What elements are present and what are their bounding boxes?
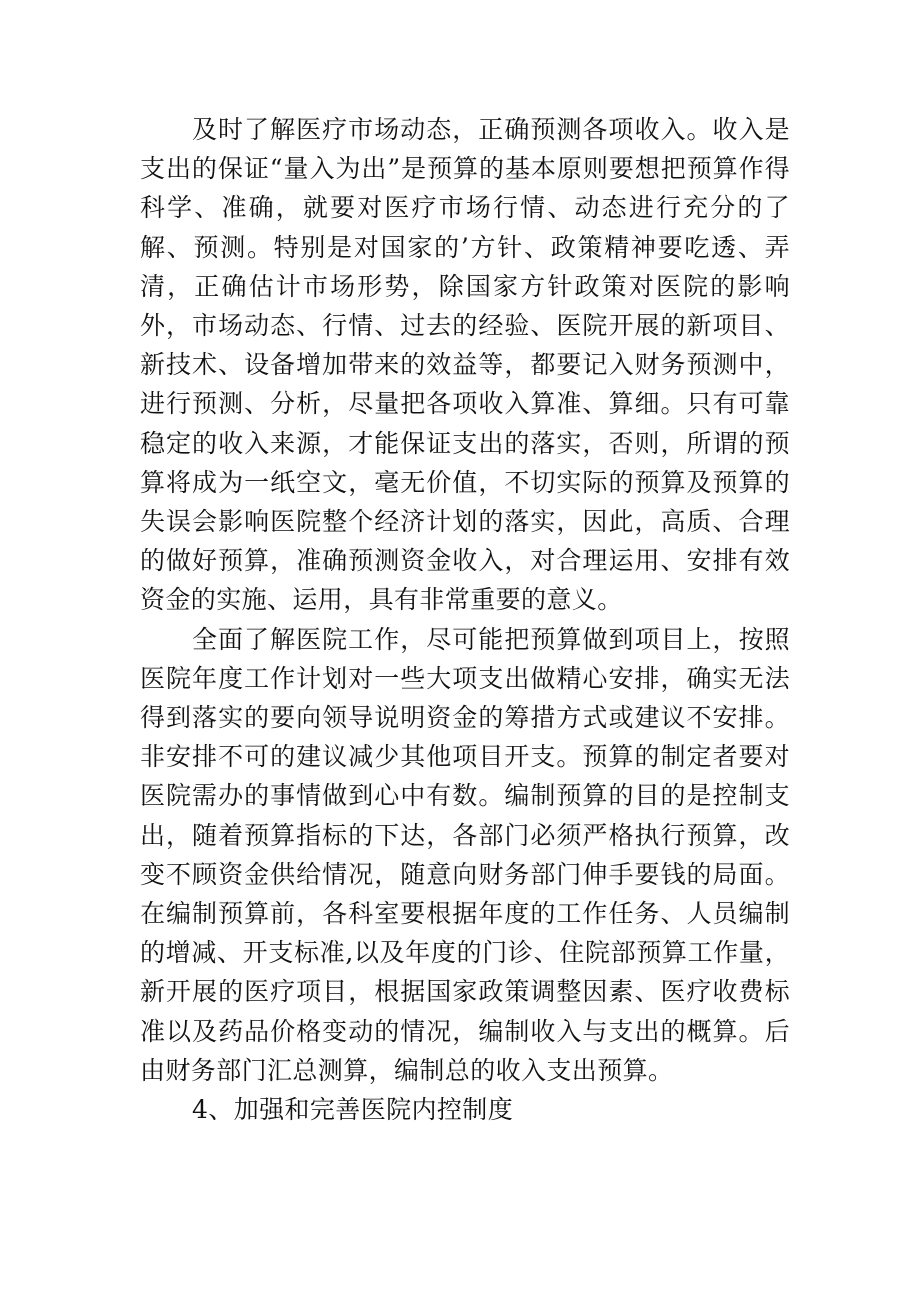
- paragraph-revenue-forecast: 及时了解医疗市场动态，正确预测各项收入。收入是支出的保证“量入为出”是预算的基本原则要想把预算作得科学、准确，就要对医疗市场行情、动态进行充分的了解、预测。特别是对国家的’方针、政策精神要吃透、弄清，正确估计市场形势，除国家方针政策对医院的影响外，市场动态、行情、过去的经验、医院开展的新项目、新技术、设备增加带来的效益等，都要记入财务预测中，进行预测、分析，尽量把各项收入算准、算细。只有可靠稳定的收入来源，才能保证支出的落实，否则，所谓的预算将成为一纸空文，毫无价值，不切实际的预算及预算的失误会影响医院整个经济计划的落实，因此，高质、合理的做好预算，准确预测资金收入，对合理运用、安排有效资金的实施、运用，具有非常重要的意义。: [140, 115, 790, 615]
- document-body: [140, 110, 790, 1129]
- paragraph-budget-planning: 全面了解医院工作，尽可能把预算做到项目上，按照医院年度工作计划对一些大项支出做精心安排，确实无法得到落实的要向领导说明资金的筹措方式或建议不安排。非安排不可的建议减少其他项目开支。预算的制定者要对医院需办的事情做到心中有数。编制预算的目的是控制支出，随着预算指标的下达，各部门必须严格执行预算，改变不顾资金供给情况，随意向财务部门伸手要钱的局面。在编制预算前，各科室要根据年度的工作任务、人员编制的增减、开支标准,以及年度的门诊、住院部预算工作量，新开展的医疗项目，根据国家政策调整因素、医疗收费标准以及药品价格变动的情况，编制收入与支出的概算。后由财务部门汇总测算，编制总的收入支出预算。: [140, 624, 790, 1085]
- section-heading-internal-control: 4、加强和完善医院内控制度: [192, 1095, 514, 1125]
